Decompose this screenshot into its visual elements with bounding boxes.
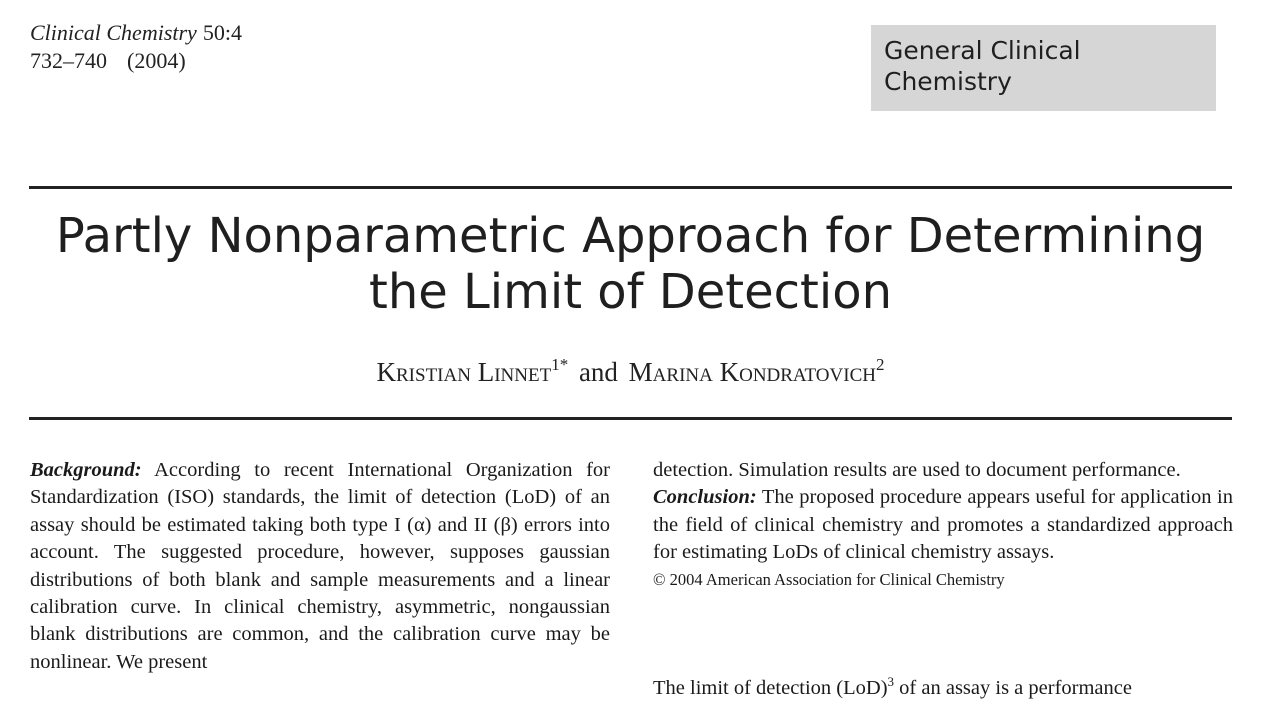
abstract-right-column [653,457,1233,591]
abstract-background [30,457,610,676]
author-name: Marina Kondratovich [628,357,876,387]
abstract-left-column [30,457,610,676]
journal-pages: 732–740 [30,48,107,73]
body-intro-text [653,675,1233,702]
citation-line-1 [30,19,242,47]
citation-line-2 [30,47,242,75]
body-intro-start: The limit of detection (LoD) [653,677,888,699]
conclusion-label: Conclusion: [653,486,757,509]
footnote-marker: 3 [887,674,895,689]
copyright-notice: © 2004 American Association for Clinical Chemistry [653,569,1005,589]
section-label [871,25,1216,111]
author-affiliation: 1* [551,355,569,374]
conclusion-text: The proposed procedure appears useful for application in the field of clinical chemistry and promotes a standardized approach for estimating LoDs of clinical chemistry assays. [653,486,1233,564]
journal-name: Clinical Chemistry [30,20,197,45]
journal-year: (2004) [127,48,186,73]
background-text: According to recent International Organization for Standardization (ISO) standards, the limit of detection (LoD) of an assay should be estimated taking both type I (α) and II (β) errors into account. The suggested procedure, however, supposes gaussian distributions of both blank and sample measurements and a linear calibration curve. In clinical chemistry, asymmetric, nongaussian blank distributions are common, and the calibration curve may be nonlinear. We present [30,459,610,673]
bottom-divider [29,417,1232,420]
abstract-conclusion [653,484,1233,566]
author-affiliation: 2 [875,355,885,374]
background-label: Background: [30,459,142,481]
title-line-2: the Limit of Detection [369,264,892,320]
section-label-line-1: General Clinical [884,36,1081,65]
author-conjunction: and [578,357,618,387]
title-line-1: Partly Nonparametric Approach for Determining [55,208,1206,264]
author-name: Kristian Linnet [376,357,552,387]
abstract-continuation: detection. Simulation results are used to document performance. [653,459,1181,481]
article-title [29,208,1232,320]
journal-citation [30,19,242,75]
author-list [29,354,1232,390]
section-label-line-2: Chemistry [884,67,1012,96]
body-intro-end: of an assay is a performance [894,677,1132,699]
journal-volume: 50:4 [202,20,242,45]
top-divider [29,186,1232,189]
